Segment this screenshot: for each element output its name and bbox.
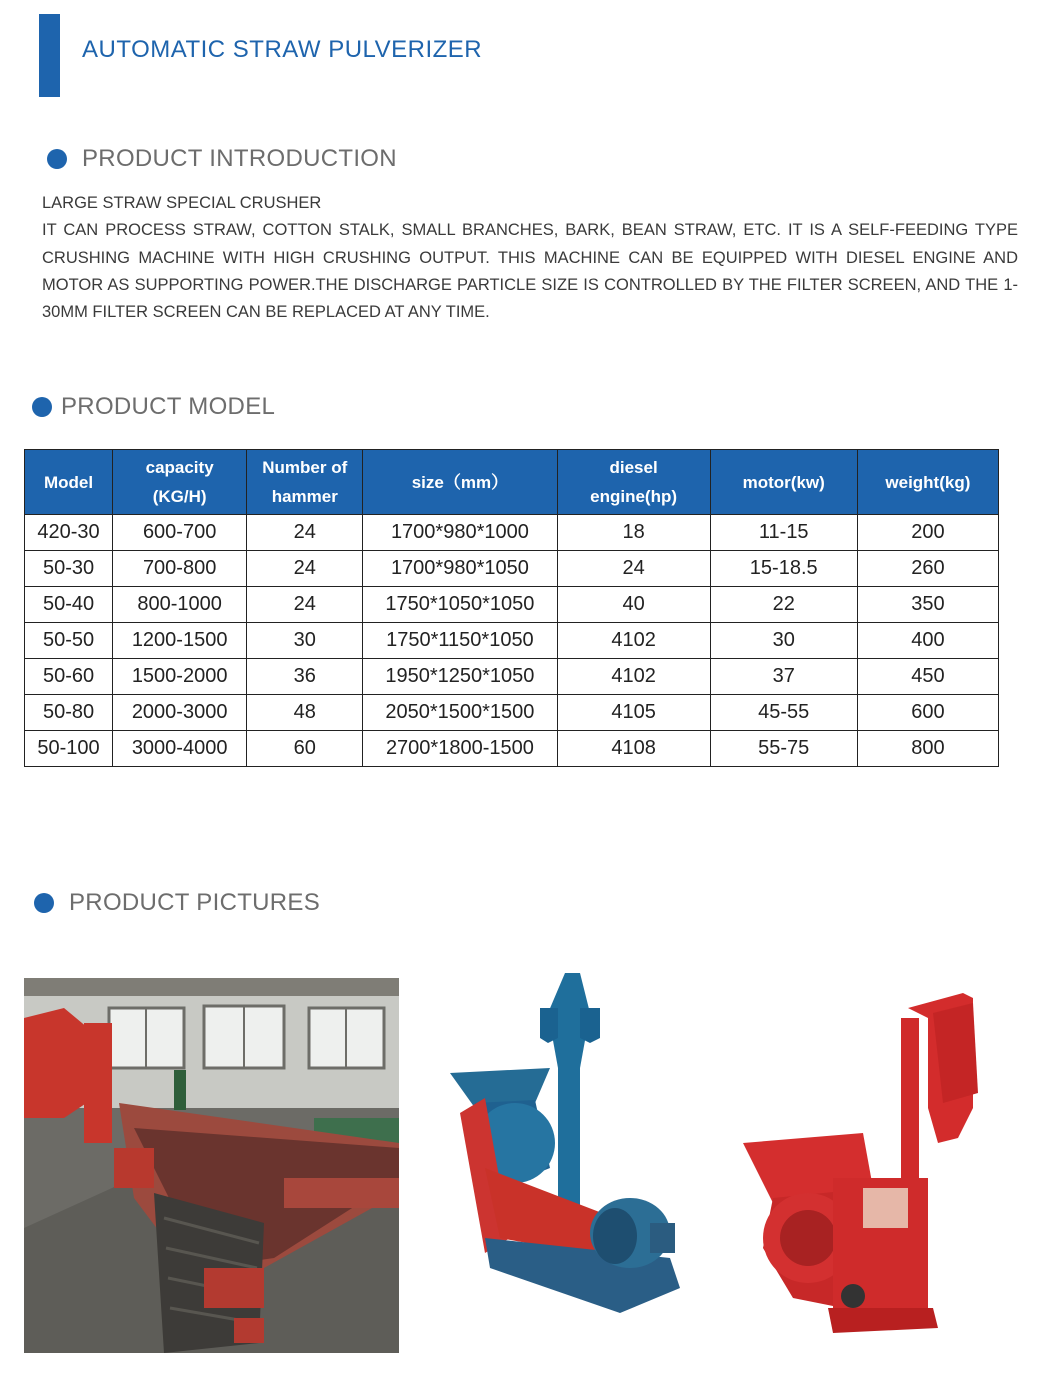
table-row [25,515,999,551]
section-pictures-header [34,889,320,917]
table-cell: 55-75 [710,731,857,767]
section-introduction-header [47,145,397,173]
table-row [25,731,999,767]
table-row [25,659,999,695]
column-header: capacity (KG/H) [113,450,247,515]
table-cell: 24 [247,587,363,623]
table-row [25,551,999,587]
table-cell: 260 [857,551,998,587]
table-cell: 1750*1050*1050 [363,587,557,623]
table-cell: 4105 [557,695,710,731]
table-cell: 60 [247,731,363,767]
table-cell: 37 [710,659,857,695]
table-cell: 4108 [557,731,710,767]
product-photo-blue-crusher [440,968,685,1313]
table-cell: 18 [557,515,710,551]
table-cell: 36 [247,659,363,695]
table-cell: 50-100 [25,731,113,767]
section-model-header [32,393,275,421]
table-cell: 45-55 [710,695,857,731]
table-cell: 2050*1500*1500 [363,695,557,731]
table-cell: 2700*1800-1500 [363,731,557,767]
table-cell: 400 [857,623,998,659]
table-cell: 30 [710,623,857,659]
column-header: diesel engine(hp) [557,450,710,515]
introduction-subtitle: LARGE STRAW SPECIAL CRUSHER [42,194,322,212]
product-photo-red-crusher [733,978,1000,1340]
table-cell: 4102 [557,659,710,695]
product-photo-workshop [24,978,399,1353]
table-cell: 4102 [557,623,710,659]
column-header: weight(kg) [857,450,998,515]
table-cell: 50-30 [25,551,113,587]
table-cell: 1200-1500 [113,623,247,659]
table-cell: 800 [857,731,998,767]
table-cell: 50-80 [25,695,113,731]
table-cell: 2000-3000 [113,695,247,731]
table-cell: 700-800 [113,551,247,587]
column-header: motor(kw) [710,450,857,515]
bullet-dot-icon [34,893,54,913]
table-header-row [25,450,999,515]
table-cell: 1750*1150*1050 [363,623,557,659]
section-title: PRODUCT MODEL [61,393,276,420]
table-cell: 24 [557,551,710,587]
table-cell: 50-60 [25,659,113,695]
table-row [25,695,999,731]
introduction-text [42,190,1018,326]
table-cell: 30 [247,623,363,659]
table-cell: 450 [857,659,998,695]
table-cell: 1950*1250*1050 [363,659,557,695]
table-cell: 420-30 [25,515,113,551]
model-spec-table [24,449,999,767]
title-accent-bar [39,14,60,97]
table-cell: 50-40 [25,587,113,623]
table-cell: 600 [857,695,998,731]
page-title: AUTOMATIC STRAW PULVERIZER [82,36,483,63]
table-cell: 11-15 [710,515,857,551]
table-cell: 50-50 [25,623,113,659]
bullet-dot-icon [47,149,67,169]
table-cell: 800-1000 [113,587,247,623]
table-row [25,587,999,623]
table-cell: 350 [857,587,998,623]
table-row [25,623,999,659]
introduction-body: IT CAN PROCESS STRAW, COTTON STALK, SMALL BRANCHES, BARK, BEAN STRAW, ETC. IT IS A SELF-FEEDING TYPE CRUSHING MACHINE WITH HIGH CRUSHING OUTPUT. THIS MACHINE CAN BE EQUIPPED WITH DIESEL ENGINE AND MOTOR AS SUPPORTING POWER.THE DISCHARGE PARTICLE SIZE IS CONTROLLED BY THE FILTER SCREEN, AND THE 1-30MM FILTER SCREEN CAN BE REPLACED AT ANY TIME. [42,221,1018,322]
section-title: PRODUCT PICTURES [69,889,321,916]
table-cell: 1700*980*1000 [363,515,557,551]
table-cell: 22 [710,587,857,623]
section-title: PRODUCT INTRODUCTION [82,145,397,172]
table-cell: 1700*980*1050 [363,551,557,587]
table-cell: 1500-2000 [113,659,247,695]
table-cell: 24 [247,515,363,551]
column-header: size（mm） [363,450,557,515]
table-cell: 15-18.5 [710,551,857,587]
table-cell: 24 [247,551,363,587]
table-cell: 600-700 [113,515,247,551]
table-cell: 3000-4000 [113,731,247,767]
column-header: Model [25,450,113,515]
bullet-dot-icon [32,397,52,417]
table-cell: 48 [247,695,363,731]
table-cell: 200 [857,515,998,551]
column-header: Number of hammer [247,450,363,515]
table-cell: 40 [557,587,710,623]
